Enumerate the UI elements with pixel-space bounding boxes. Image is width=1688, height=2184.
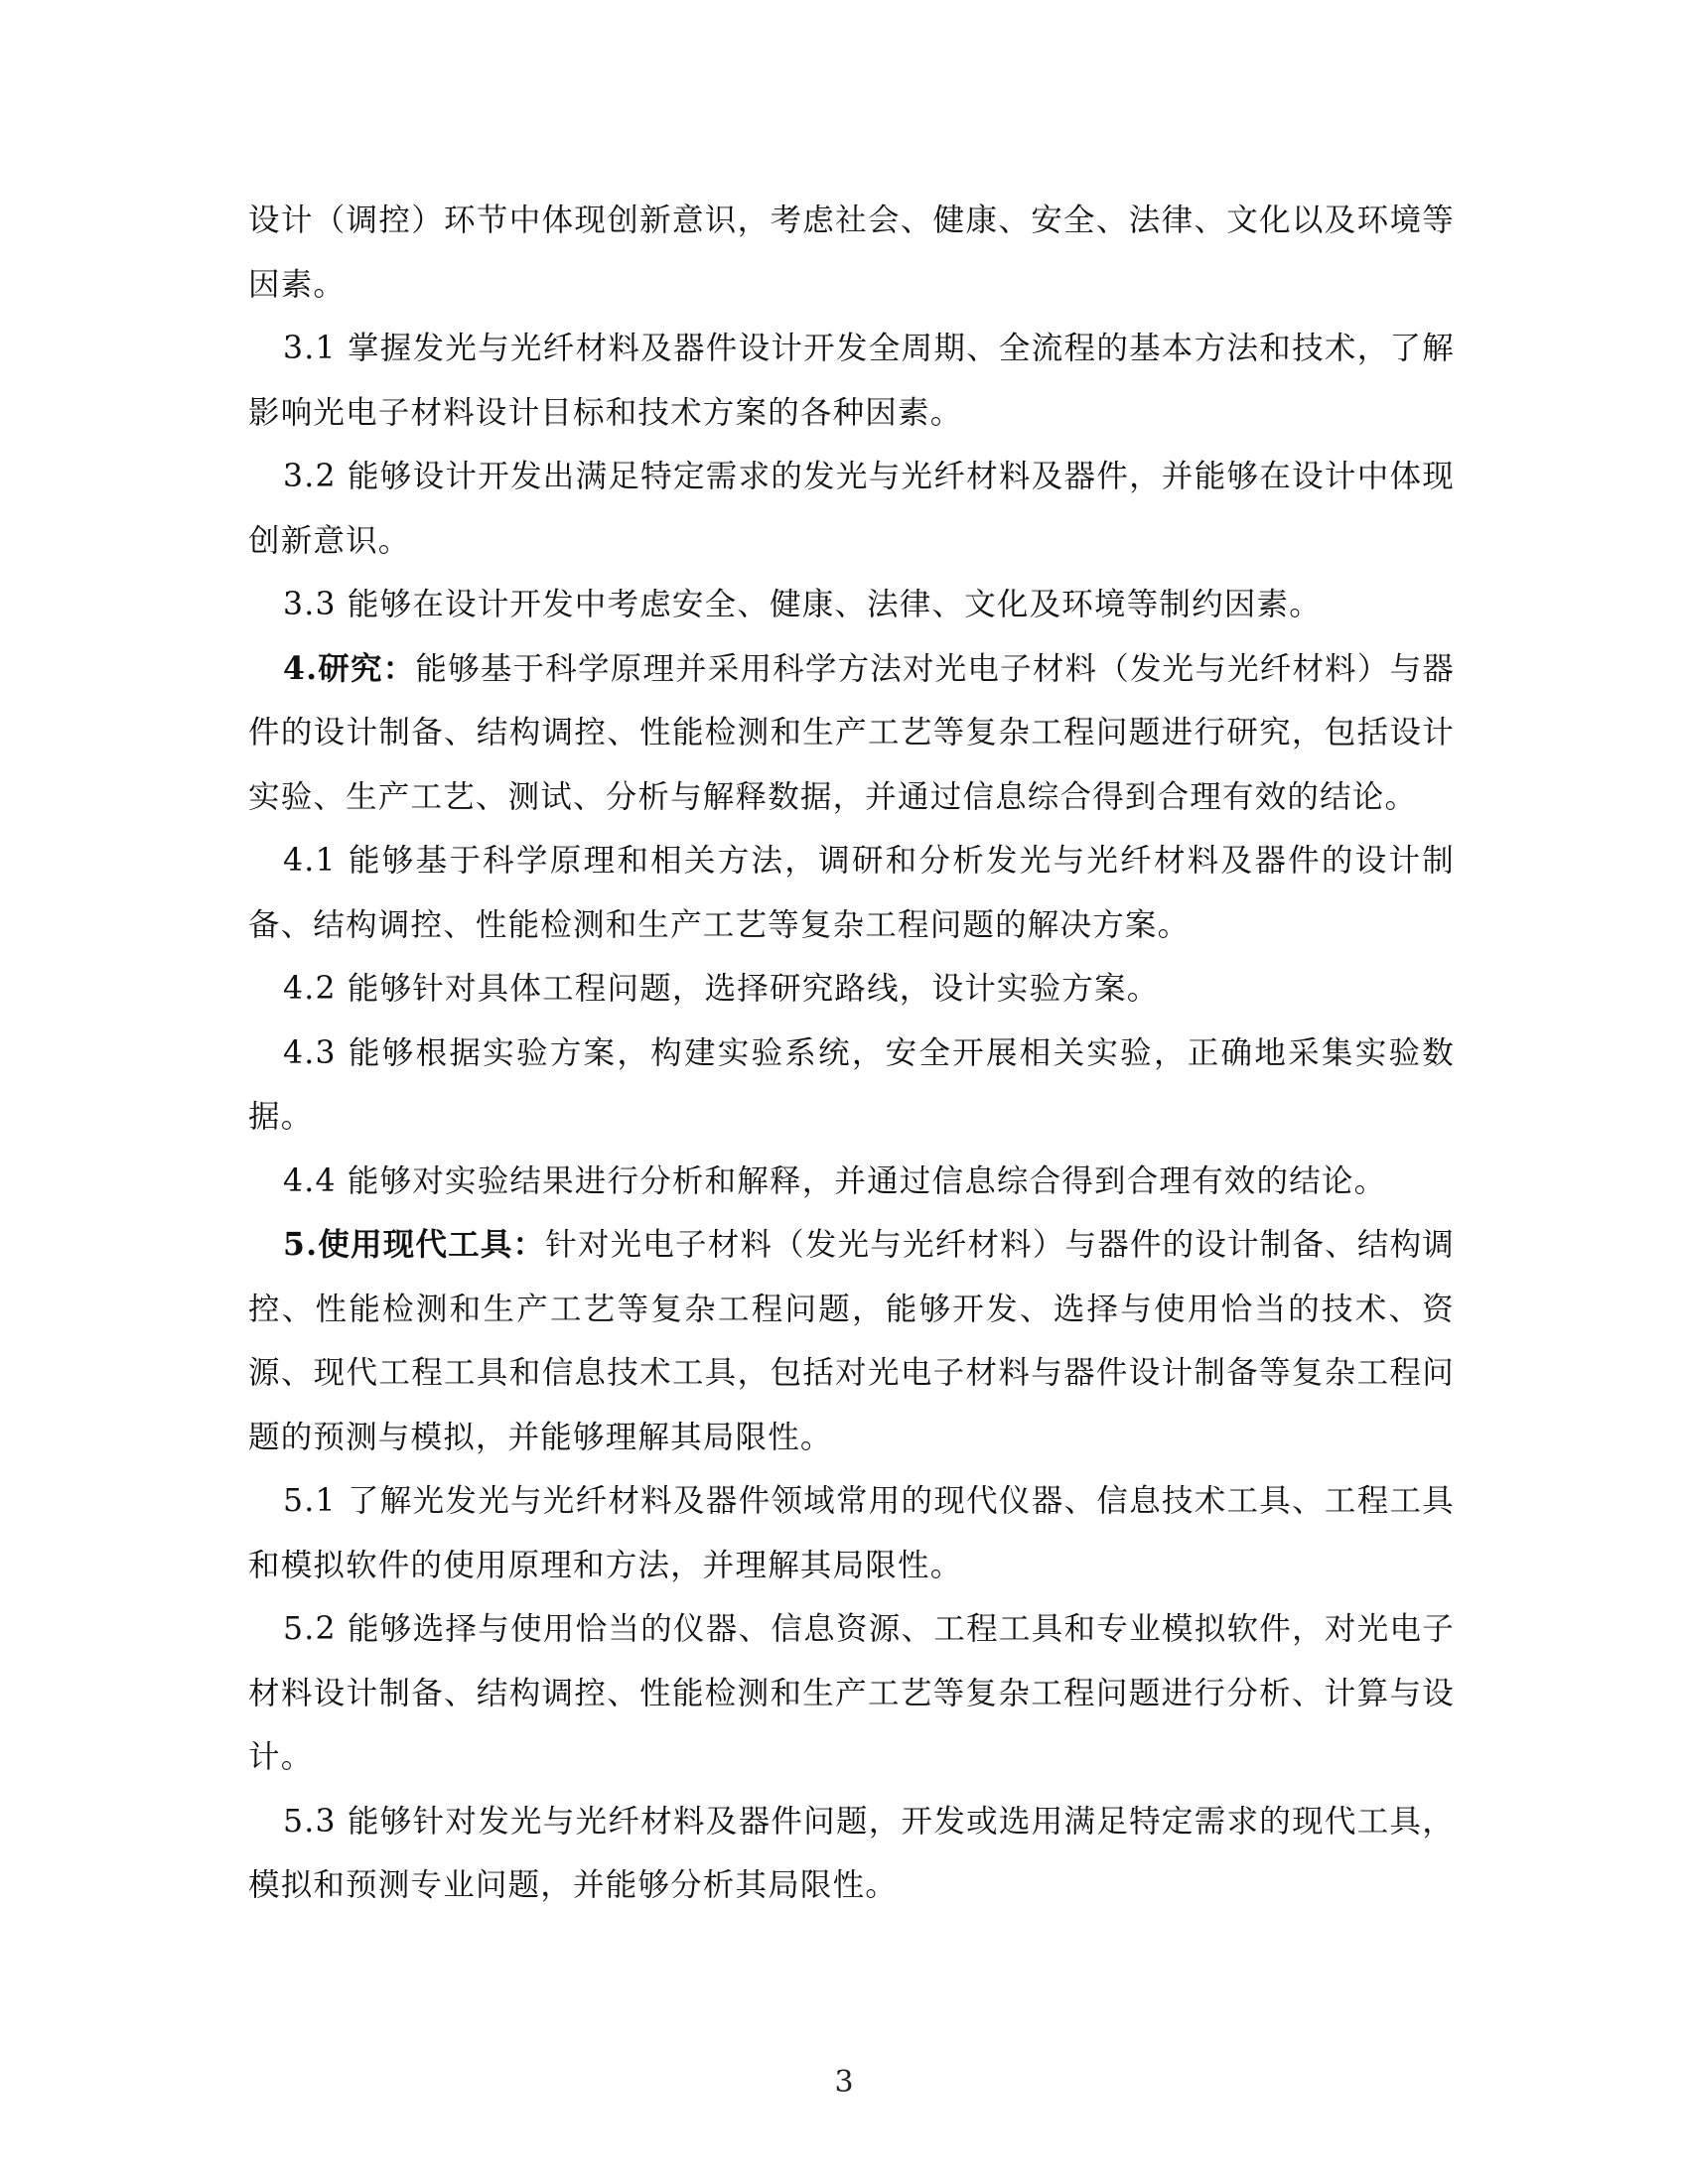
paragraph-5-2 bbox=[248, 1597, 1455, 1790]
paragraph-4-4 bbox=[248, 1150, 1455, 1214]
paragraph-text: 3.3 能够在设计开发中考虑安全、健康、法律、文化及环境等制约因素。 bbox=[283, 587, 1322, 622]
paragraph-3-1 bbox=[248, 317, 1455, 445]
paragraph-text: 5.3 能够针对发光与光纤材料及器件问题，开发或选用满足特定需求的现代工具，模拟和预测专业问题，并能够分析其局限性。 bbox=[248, 1803, 1455, 1903]
paragraph-3-3 bbox=[248, 573, 1455, 637]
paragraph-text: 针对光电子材料（发光与光纤材料）与器件的设计制备、结构调控、性能检测和生产工艺等复杂工程问题，能够开发、选择与使用恰当的技术、资源、现代工程工具和信息技术工具，包括对光电子材料与器件设计制备等复杂工程问题的预测与模拟，并能够理解其局限性。 bbox=[248, 1227, 1455, 1455]
paragraph-continuation bbox=[248, 189, 1455, 317]
paragraph-text: 3.2 能够设计开发出满足特定需求的发光与光纤材料及器件，并能够在设计中体现创新意识。 bbox=[248, 459, 1455, 559]
paragraph-text: 4.1 能够基于科学原理和相关方法，调研和分析发光与光纤材料及器件的设计制备、结构调控、性能检测和生产工艺等复杂工程问题的解决方案。 bbox=[248, 843, 1455, 943]
page-number: 3 bbox=[834, 2065, 854, 2100]
paragraph-5-1 bbox=[248, 1469, 1455, 1597]
paragraph-text: 4.2 能够针对具体工程问题，选择研究路线，设计实验方案。 bbox=[283, 971, 1160, 1007]
paragraph-text: 设计（调控）环节中体现创新意识，考虑社会、健康、安全、法律、文化以及环境等因素。 bbox=[248, 203, 1455, 303]
paragraph-4-research bbox=[248, 637, 1455, 830]
paragraph-3-2 bbox=[248, 445, 1455, 573]
paragraph-4-1 bbox=[248, 829, 1455, 957]
paragraph-text: 4.4 能够对实验结果进行分析和解释，并通过信息综合得到合理有效的结论。 bbox=[283, 1162, 1387, 1199]
paragraph-text: 4.3 能够根据实验方案，构建实验系统，安全开展相关实验，正确地采集实验数据。 bbox=[248, 1034, 1455, 1135]
document-body bbox=[248, 189, 1455, 1918]
paragraph-text: 5.1 了解光发光与光纤材料及器件领域常用的现代仪器、信息技术工具、工程工具和模拟软件的使用原理和方法，并理解其局限性。 bbox=[248, 1483, 1455, 1583]
paragraph-text: 能够基于科学原理并采用科学方法对光电子材料（发光与光纤材料）与器件的设计制备、结构调控、性能检测和生产工艺等复杂工程问题进行研究，包括设计实验、生产工艺、测试、分析与解释数据，并通过信息综合得到合理有效的结论。 bbox=[248, 650, 1456, 815]
section-heading: 5.使用现代工具： bbox=[283, 1226, 546, 1263]
paragraph-4-2 bbox=[248, 957, 1455, 1022]
paragraph-4-3 bbox=[248, 1022, 1455, 1150]
paragraph-text: 3.1 掌握发光与光纤材料及器件设计开发全周期、全流程的基本方法和技术，了解影响光电子材料设计目标和技术方案的各种因素。 bbox=[248, 331, 1455, 431]
paragraph-text: 5.2 能够选择与使用恰当的仪器、信息资源、工程工具和专业模拟软件，对光电子材料设计制备、结构调控、性能检测和生产工艺等复杂工程问题进行分析、计算与设计。 bbox=[248, 1611, 1455, 1775]
section-heading: 4.研究： bbox=[283, 649, 416, 687]
paragraph-5-3 bbox=[248, 1790, 1455, 1918]
paragraph-5-tools bbox=[248, 1213, 1455, 1469]
